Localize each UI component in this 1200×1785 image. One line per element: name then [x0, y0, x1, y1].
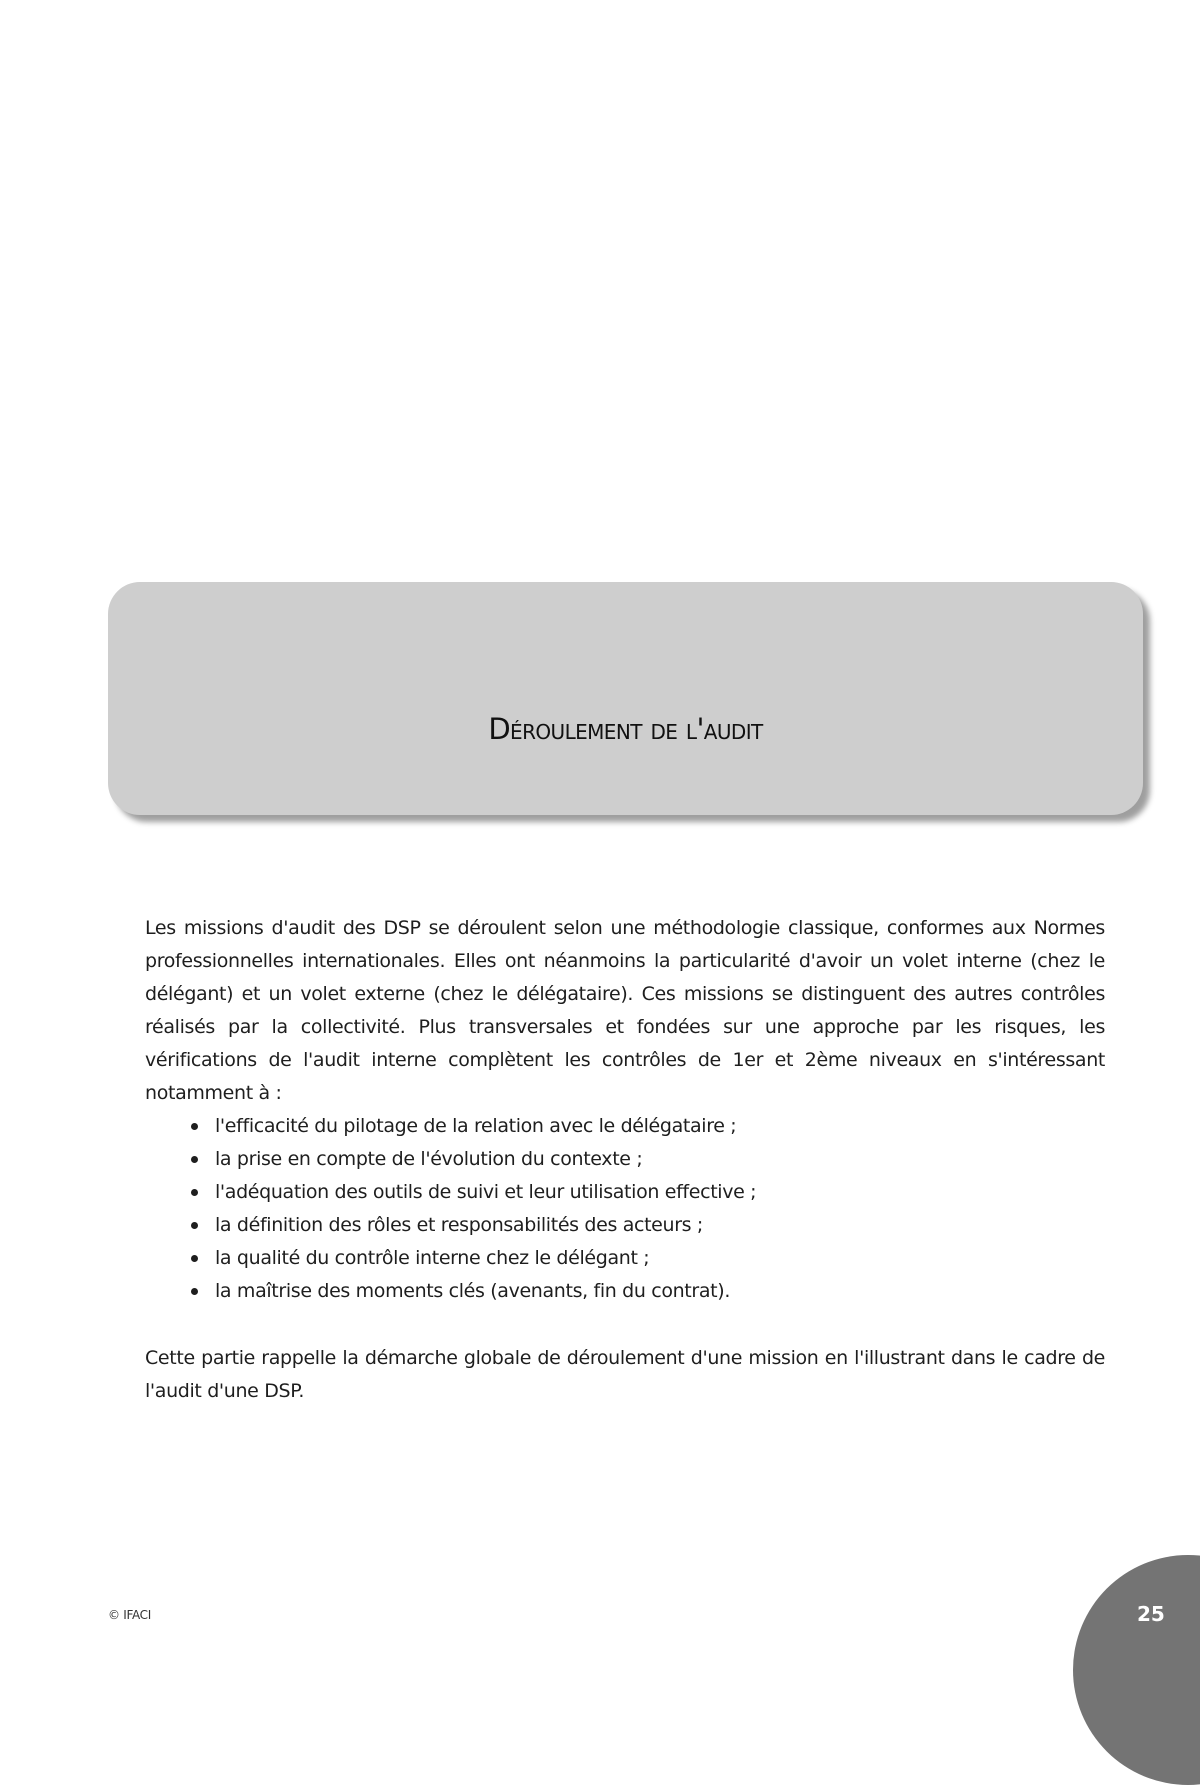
bullet-item: [191, 1209, 1105, 1242]
section-title: Déroulement de l'audit: [488, 712, 763, 746]
bullet-item: [191, 1176, 1105, 1209]
bullet-dot-icon: [191, 1156, 198, 1163]
conclusion-paragraph: Cette partie rappelle la démarche globale de déroulement d'une mission en l'illustrant dans le cadre de l'audit d'une DSP.: [145, 1347, 1105, 1402]
page-number: 25: [1137, 1602, 1165, 1626]
copyright-notice: © IFACI: [108, 1608, 151, 1622]
bullet-item: [191, 1110, 1105, 1143]
bullet-dot-icon: [191, 1189, 198, 1196]
bullet-text: l'adéquation des outils de suivi et leur utilisation effective ;: [215, 1181, 757, 1203]
bullet-text: la définition des rôles et responsabilités des acteurs ;: [215, 1214, 703, 1236]
section-title-box: [108, 582, 1143, 815]
bullet-item: [191, 1275, 1105, 1308]
bullet-dot-icon: [191, 1222, 198, 1229]
bullet-dot-icon: [191, 1255, 198, 1262]
bullet-item: [191, 1143, 1105, 1176]
bullet-text: la prise en compte de l'évolution du contexte ;: [215, 1148, 643, 1170]
bullet-text: l'efficacité du pilotage de la relation avec le délégataire ;: [215, 1115, 737, 1137]
bullet-dot-icon: [191, 1123, 198, 1130]
page-number-tab: [1073, 1555, 1200, 1785]
bullet-dot-icon: [191, 1288, 198, 1295]
body-text: [145, 912, 1105, 1408]
bullet-item: [191, 1242, 1105, 1275]
bullet-text: la qualité du contrôle interne chez le délégant ;: [215, 1247, 650, 1269]
bullet-text: la maîtrise des moments clés (avenants, fin du contrat).: [215, 1280, 731, 1302]
bullet-list: [145, 1110, 1105, 1308]
intro-paragraph: Les missions d'audit des DSP se déroulent selon une méthodologie classique, conformes aux Normes professionnelles internationales. Elles ont néanmoins la particularité d'avoir un volet interne (chez le délégant) et un volet externe (chez le délégataire). Ces missions se distinguent des autres contrôles réalisés par la collectivité. Plus transversales et fondées sur une approche par les risques, les vérifications de l'audit interne complètent les contrôles de 1er et 2ème niveaux en s'intéressant notamment à :: [145, 917, 1105, 1104]
